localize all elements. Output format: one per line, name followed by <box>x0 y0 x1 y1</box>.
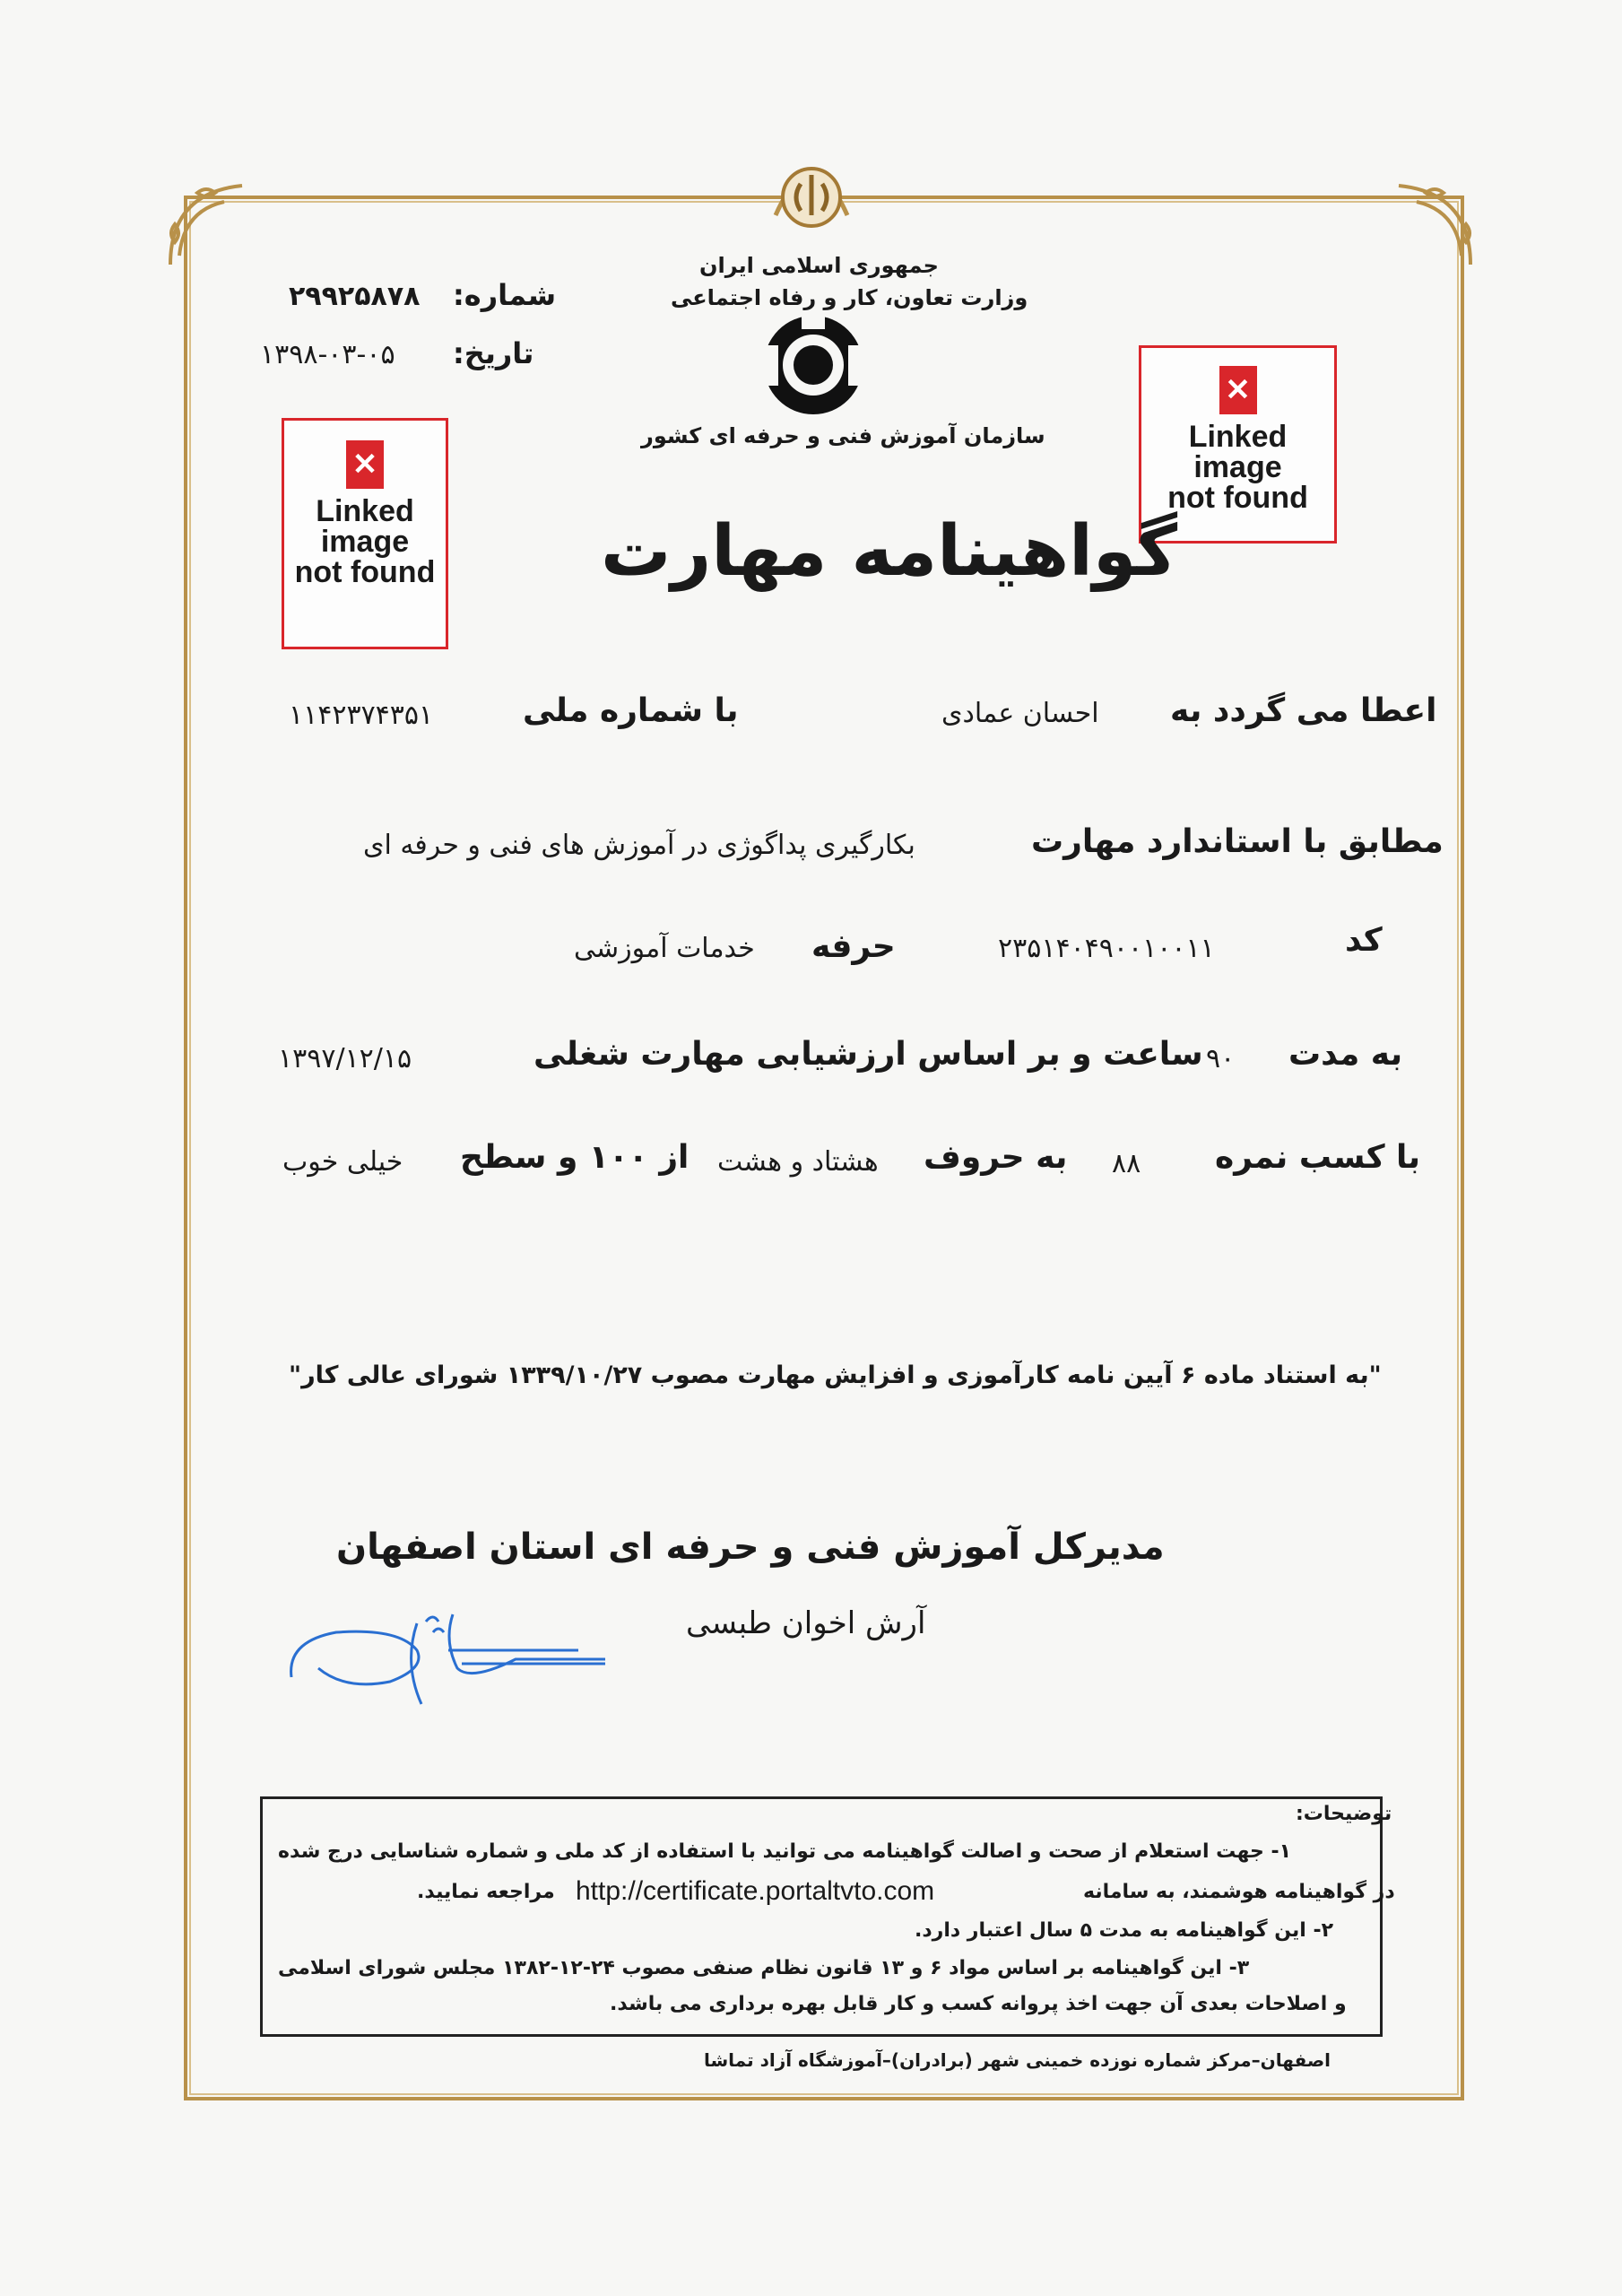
ministry-name: وزارت تعاون، کار و رفاه اجتماعی <box>671 285 1028 310</box>
note-line-1: ۱- جهت استعلام از صحت و اصالت گواهینامه می توانید با استفاده از کد ملی و شماره شناسایی درج شده <box>278 1840 1292 1863</box>
note-line-2a: در گواهینامه هوشمند، به سامانه <box>1083 1881 1395 1903</box>
level-label: از ۱۰۰ و سطح <box>460 1139 690 1176</box>
standard-label: مطابق با استاندارد مهارت <box>1031 823 1444 860</box>
issued-label: اعطا می گردد به <box>1170 692 1437 729</box>
corner-ornament-top-left <box>161 175 260 274</box>
level-value: خیلی خوب <box>282 1146 403 1178</box>
duration-label: به مدت <box>1288 1036 1403 1073</box>
number-value: ۲۹۹۲۵۸۷۸ <box>289 281 421 312</box>
note-line-5: و اصلاحات بعدی آن جهت اخذ پروانه کسب و کار قابل بهره برداری می باشد. <box>610 1993 1347 2015</box>
country-name: جمهوری اسلامی ایران <box>699 253 939 278</box>
signatory-name: آرش اخوان طبسی <box>686 1605 926 1641</box>
standard-name: بکارگیری پداگوژی در آموزش های فنی و حرفه ای <box>363 830 915 861</box>
score-words-label: به حروف <box>924 1139 1068 1176</box>
tvto-logo-icon <box>746 309 880 422</box>
trade-label: حرفه <box>811 928 896 965</box>
score-label: با کسب نمره <box>1215 1139 1421 1176</box>
national-emblem-icon <box>762 144 861 242</box>
signatory-title: مدیرکل آموزش فنی و حرفه ای استان اصفهان <box>336 1526 1165 1568</box>
code-value: ۲۳۵۱۴۰۴۹۰۰۱۰۰۱۱ <box>998 933 1215 964</box>
broken-image-icon: ✕ <box>1219 366 1257 414</box>
organization-name: سازمان آموزش فنی و حرفه ای کشور <box>641 423 1045 448</box>
score-value: ۸۸ <box>1112 1148 1141 1179</box>
date-value: ۱۳۹۸-۰۳-۰۵ <box>260 339 395 370</box>
trade-value: خدمات آموزشی <box>574 933 755 964</box>
corner-ornament-top-right <box>1381 175 1479 274</box>
notes-heading: توضیحات: <box>1296 1803 1392 1825</box>
note-line-3: ۲- این گواهینامه به مدت ۵ سال اعتبار دارد. <box>915 1919 1334 1942</box>
issuing-center: اصفهان–مرکز شماره نوزده خمینی شهر (برادران)–آموزشگاه آزاد تماشا <box>704 2049 1331 2071</box>
assessment-date: ۱۳۹۷/۱۲/۱۵ <box>278 1043 412 1074</box>
number-label: شماره: <box>453 278 557 312</box>
certificate-url[interactable]: http://certificate.portaltvto.com <box>576 1876 935 1906</box>
recipient-name: احسان عمادی <box>941 698 1099 729</box>
score-words: هشتاد و هشت <box>717 1146 879 1178</box>
date-label: تاریخ: <box>453 336 534 370</box>
duration-value: ۹۰ <box>1206 1043 1236 1074</box>
certificate-title: گواهینامه مهارت <box>601 511 1178 592</box>
signature-image <box>282 1596 614 1713</box>
assessment-label: ساعت و بر اساس ارزشیابی مهارت شغلی <box>533 1036 1203 1073</box>
legal-basis: "به استناد ماده ۶ آیین نامه کارآموزی و افزایش مهارت مصوب ۱۳۳۹/۱۰/۲۷ شورای عالی کار" <box>289 1361 1382 1389</box>
note-line-2b: مراجعه نمایید. <box>417 1881 555 1903</box>
broken-image-icon: ✕ <box>346 440 384 489</box>
national-id-label: با شماره ملی <box>523 692 739 729</box>
national-id: ۱۱۴۲۳۷۴۳۵۱ <box>289 700 434 731</box>
code-label: کد <box>1345 922 1383 959</box>
photo-placeholder-right: ✕ Linked image not found <box>1139 345 1337 544</box>
photo-placeholder-left: ✕ Linked image not found <box>282 418 448 649</box>
note-line-4: ۳- این گواهینامه بر اساس مواد ۶ و ۱۳ قانون نظام صنفی مصوب ۲۴-۱۲-۱۳۸۲ مجلس شورای اسلامی <box>278 1957 1250 1979</box>
